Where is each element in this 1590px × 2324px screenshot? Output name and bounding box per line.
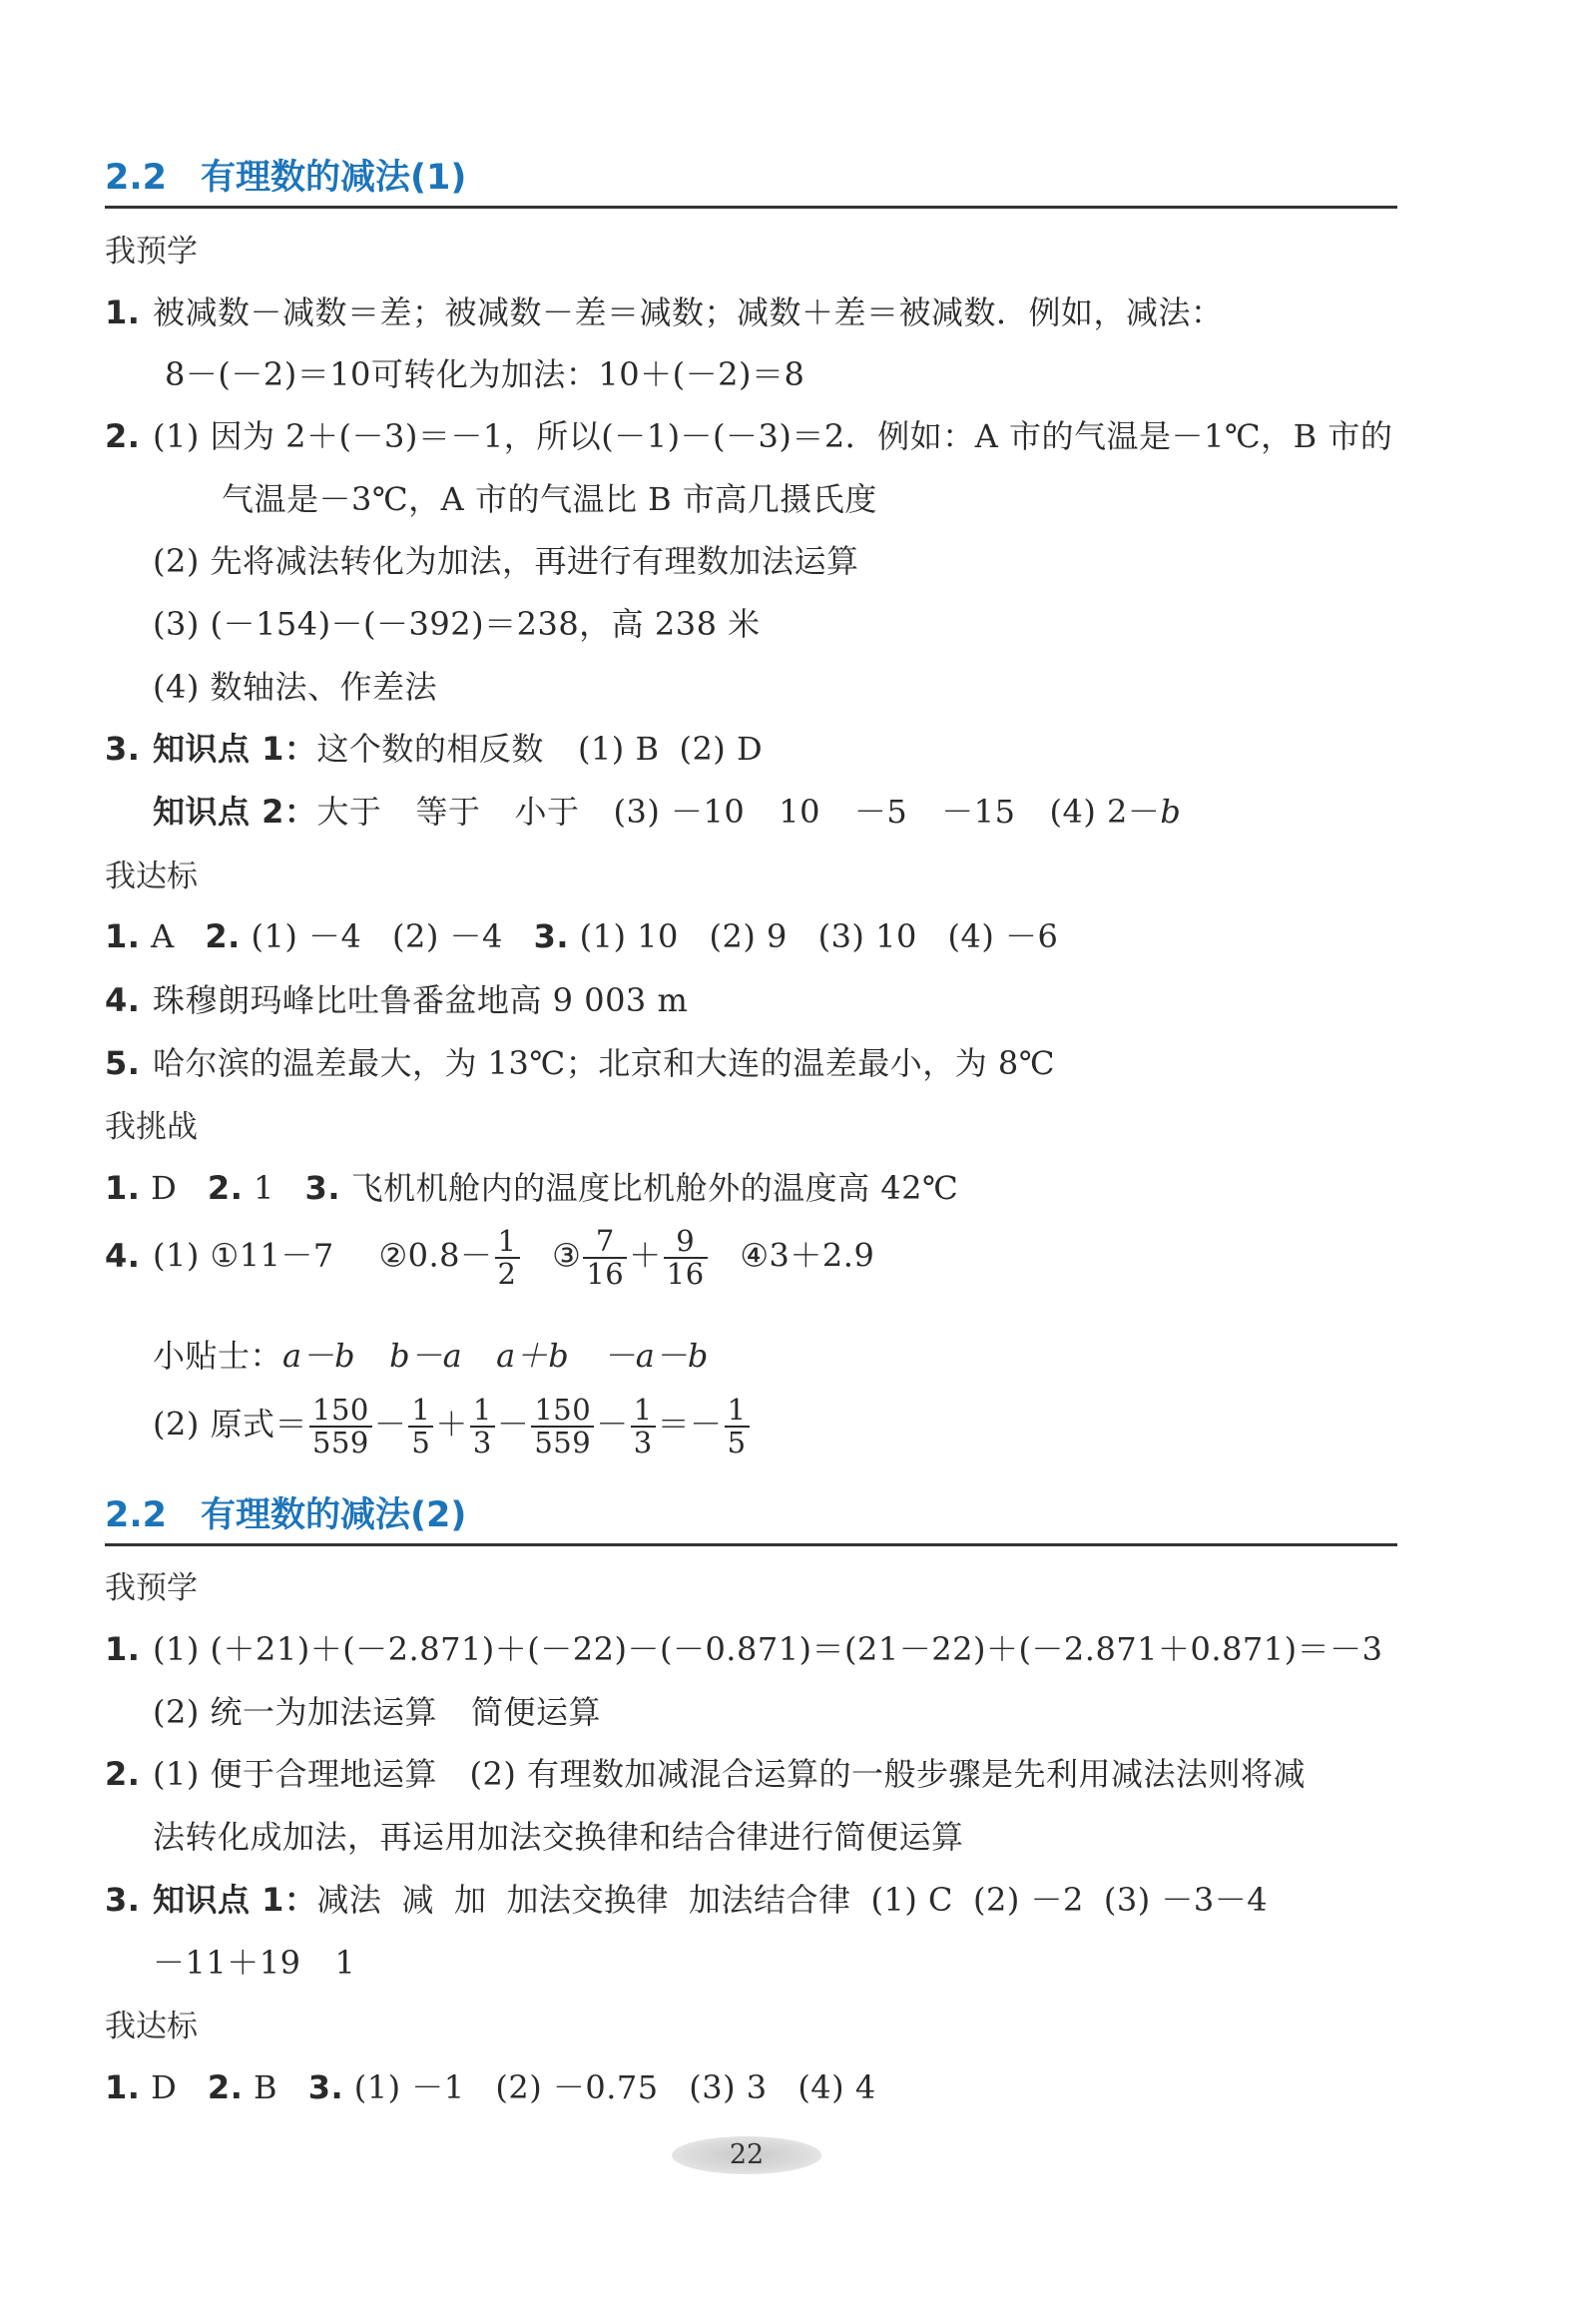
answer-text: 1	[334, 1944, 356, 1982]
answer-text: 飞机机舱内的温度比机舱外的温度高 42℃	[350, 1169, 959, 1207]
operator: －	[596, 1405, 629, 1444]
answer-text: (4) 数轴法、作差法	[153, 668, 438, 706]
section-heading-2	[105, 1487, 1397, 1546]
answer-text: 加法结合律	[688, 1881, 851, 1919]
section-number: 2.2	[105, 158, 168, 198]
knowledge-point-label: 知识点 1：	[153, 730, 317, 768]
answer-line	[153, 1812, 964, 1858]
answer-text: B	[254, 2068, 278, 2106]
answer-line	[105, 411, 1392, 457]
answer-text: (3) －10	[613, 793, 746, 831]
answer-text: 加法交换律	[506, 1881, 669, 1919]
answer-text: (2) －0.75	[495, 2068, 659, 2106]
question-number: 3.	[533, 917, 569, 955]
answer-text: ①11－7	[210, 1236, 334, 1275]
subsection-label-preview: 我预学	[105, 234, 198, 270]
answer-text: b－a	[389, 1337, 463, 1375]
answer-line	[153, 599, 761, 645]
subsection-label-challenge: 我挑战	[105, 1109, 198, 1145]
fraction: $\frac{1}{5}$	[408, 1395, 433, 1458]
answer-line	[153, 1331, 709, 1377]
fraction: $\frac{1}{2}$	[495, 1226, 520, 1290]
answer-text: (4) 2－	[1049, 793, 1161, 831]
section-number: 2.2	[105, 1495, 168, 1535]
fraction: $\frac{1}{5}$	[725, 1395, 750, 1458]
answer-text: 珠穆朗玛峰比吐鲁番盆地高 9 003 m	[153, 981, 689, 1019]
fraction: $\frac{7}{16}$	[583, 1226, 627, 1290]
question-number: 2.	[205, 917, 241, 955]
answer-text: (1) 因为 2＋(－3)＝－1，所以(－1)－(－3)＝2．例如：A 市的气温是－1℃，B 市的	[153, 417, 1393, 455]
operator: ＋	[435, 1405, 468, 1444]
answer-text: 哈尔滨的温差最大，为 13℃；北京和大连的温差最小，为 8℃	[153, 1044, 1056, 1082]
answer-text: －11＋19	[153, 1944, 301, 1982]
answer-line	[105, 724, 763, 770]
question-number: 3.	[307, 2068, 344, 2106]
answer-text: －a－b	[603, 1337, 709, 1375]
answer-text: 大于	[316, 793, 382, 831]
question-number: 2.	[207, 1169, 244, 1207]
operator: －	[496, 1405, 530, 1444]
answer-text: 简便运算	[471, 1693, 602, 1731]
answer-text: (2) －4	[392, 917, 503, 955]
answer-line	[165, 349, 804, 395]
answer-text: ④3＋2.9	[740, 1236, 875, 1275]
question-number: 5.	[105, 1044, 141, 1082]
answer-text: D	[151, 1169, 178, 1207]
page-number: 22	[672, 2136, 821, 2174]
answer-text: 小于	[514, 793, 580, 831]
question-number: 1.	[105, 1630, 141, 1668]
answer-text: 法转化成加法，再运用加法交换律和结合律进行简便运算	[153, 1818, 964, 1856]
answer-line	[222, 474, 877, 520]
question-number: 1.	[105, 2068, 141, 2106]
answer-text: A	[151, 917, 175, 955]
answer-line	[105, 975, 688, 1021]
answer-text: (1) C	[870, 1881, 953, 1919]
answer-text: (1) 便于合理地运算 (2) 有理数加减混合运算的一般步骤是先利用减法法则将减	[153, 1755, 1307, 1793]
fraction: $\frac{150}{559}$	[309, 1395, 372, 1458]
answer-text: 这个数的相反数	[316, 730, 544, 768]
question-number: 3.	[105, 1881, 141, 1919]
question-number: 4.	[105, 1236, 141, 1275]
answer-text: (2) －2	[972, 1881, 1084, 1919]
answer-text: a－b	[282, 1337, 356, 1375]
fraction: $\frac{1}{3}$	[631, 1395, 656, 1458]
answer-line	[153, 787, 1181, 833]
answer-text: (2) 9	[709, 917, 788, 955]
answer-text: ②0.8－	[378, 1236, 493, 1275]
answer-line	[105, 1875, 1268, 1921]
tip-label: 小贴士：	[153, 1337, 283, 1375]
answer-text: 8－(－2)＝10可转化为加法：10＋(－2)＝8	[165, 355, 805, 393]
answer-text: 等于	[415, 793, 481, 831]
answer-line	[105, 2062, 876, 2108]
answer-text: (4) 4	[797, 2068, 876, 2106]
answer-text: (1) 10	[579, 917, 679, 955]
question-number: 1.	[105, 917, 141, 955]
answer-text: (2) 先将减法转化为加法，再进行有理数加法运算	[153, 542, 859, 580]
answer-text: －15	[941, 793, 1016, 831]
question-number: 1.	[105, 1169, 141, 1207]
operator: －	[373, 1405, 407, 1444]
answer-text: 10	[779, 793, 820, 831]
answer-line	[105, 1624, 1383, 1670]
subsection-label-standard: 我达标	[105, 2009, 198, 2044]
question-number: 2.	[105, 1755, 141, 1793]
answer-variable: b	[1160, 793, 1182, 831]
subsection-label-preview: 我预学	[105, 1570, 198, 1606]
answer-text: 气温是－3℃，A 市的气温比 B 市高几摄氏度	[222, 480, 877, 518]
operator: ＝－	[657, 1405, 723, 1444]
answer-text: (1) B	[577, 730, 660, 768]
answer-line	[105, 1038, 1055, 1084]
operator: ＋	[629, 1236, 662, 1275]
answer-line	[105, 288, 1224, 333]
fraction: $\frac{9}{16}$	[664, 1226, 708, 1290]
knowledge-point-label: 知识点 1：	[153, 1881, 317, 1919]
section-title: 有理数的减法(1)	[201, 158, 467, 198]
answer-line	[105, 911, 1058, 957]
answer-line	[153, 1687, 601, 1733]
answer-line	[105, 1226, 874, 1290]
answer-text: (1) －1	[353, 2068, 465, 2106]
answer-text: (3) －3－4	[1103, 1881, 1269, 1919]
question-number: 3.	[105, 730, 141, 768]
section-title: 有理数的减法(2)	[201, 1495, 467, 1535]
answer-text: 被减数－减数＝差；被减数－差＝减数；减数＋差＝被减数．例如，减法：	[153, 293, 1224, 331]
answer-line	[153, 536, 859, 582]
answer-text: 减	[401, 1881, 434, 1919]
section-heading-1	[105, 150, 1397, 209]
answer-text: －5	[853, 793, 908, 831]
answer-text: (1)	[153, 1236, 200, 1275]
answer-text: (2) D	[679, 730, 764, 768]
knowledge-point-label: 知识点 2：	[153, 793, 317, 831]
question-number: 4.	[105, 981, 141, 1019]
answer-text: (1) －4	[251, 917, 362, 955]
answer-line	[153, 1395, 752, 1458]
subsection-label-standard: 我达标	[105, 859, 198, 894]
question-number: 2.	[207, 2068, 244, 2106]
answer-text: 减法	[316, 1881, 382, 1919]
answer-line	[105, 1749, 1306, 1795]
answer-line	[153, 1938, 355, 1984]
answer-line	[105, 1163, 958, 1209]
fraction: $\frac{150}{559}$	[531, 1395, 594, 1458]
answer-text: (2) 原式＝	[153, 1405, 308, 1444]
answer-text: (3) (－154)－(－392)＝238，高 238 米	[153, 605, 761, 643]
answer-text: 1	[254, 1169, 274, 1207]
answer-text: 加	[453, 1881, 487, 1919]
question-number: 3.	[304, 1169, 340, 1207]
answer-text: (3) 3	[689, 2068, 768, 2106]
fraction: $\frac{1}{3}$	[470, 1395, 495, 1458]
answer-text: a＋b	[496, 1337, 570, 1375]
question-number: 1.	[105, 293, 141, 331]
answer-text: D	[151, 2068, 178, 2106]
answer-text: (4) －6	[947, 917, 1059, 955]
answer-text: (3) 10	[817, 917, 917, 955]
question-number: 2.	[105, 417, 141, 455]
answer-text: ③	[552, 1236, 582, 1275]
answer-line	[153, 662, 437, 708]
answer-text: (1) (＋21)＋(－2.871)＋(－22)－(－0.871)＝(21－22)＋(－2.871＋0.871)＝－3	[153, 1630, 1383, 1668]
answer-text: (2) 统一为加法运算	[153, 1693, 438, 1731]
